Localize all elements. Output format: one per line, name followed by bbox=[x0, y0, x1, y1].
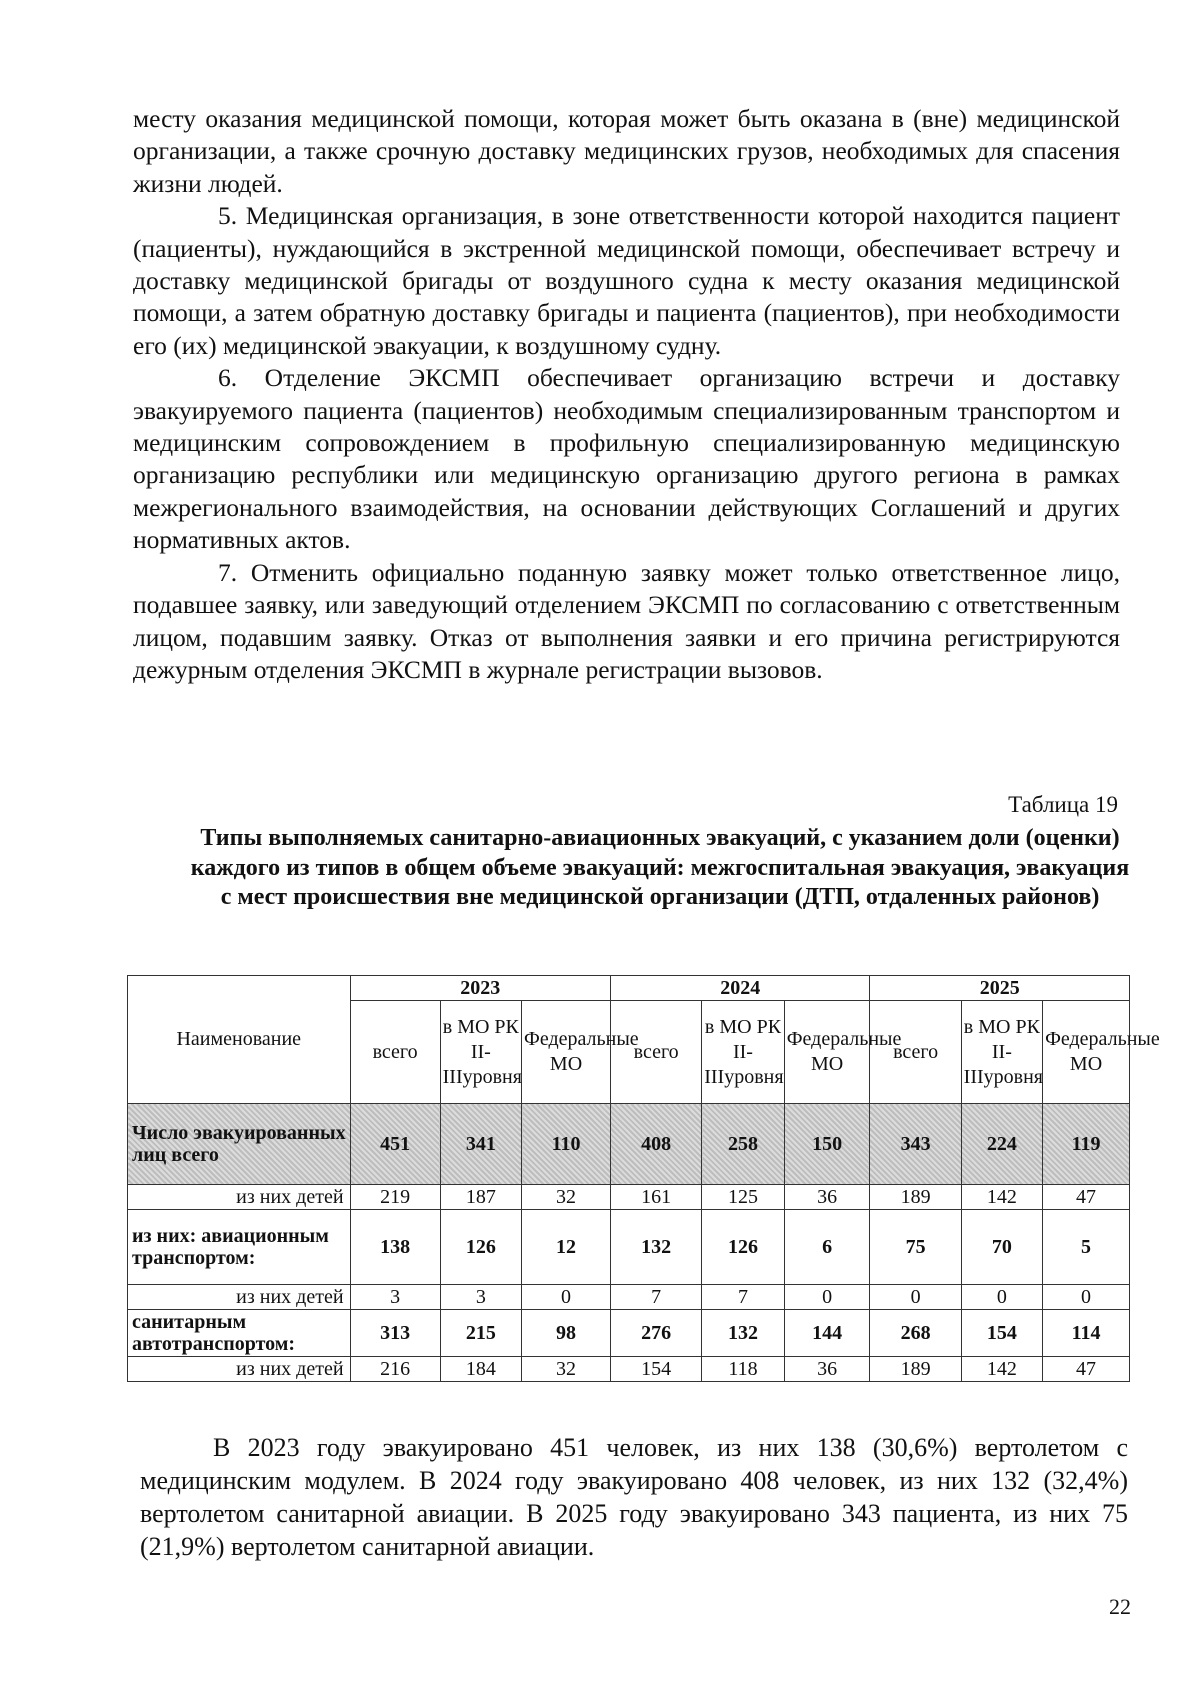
table-cell: 161 bbox=[611, 1185, 702, 1210]
table-cell: 119 bbox=[1043, 1104, 1130, 1185]
table-cell: 5 bbox=[1043, 1210, 1130, 1285]
table-cell: 184 bbox=[440, 1357, 521, 1382]
name-header: Наименование bbox=[128, 976, 351, 1104]
table-cell: 132 bbox=[611, 1210, 702, 1285]
year-header-row bbox=[128, 976, 1130, 1001]
year-2025: 2025 bbox=[870, 976, 1130, 1001]
subheader-total: всего bbox=[870, 1001, 961, 1104]
table-cell: 189 bbox=[870, 1185, 961, 1210]
evacuation-table bbox=[127, 975, 1160, 1382]
row-label: из них: авиационным транспортом: bbox=[128, 1210, 351, 1285]
table-cell: 154 bbox=[611, 1357, 702, 1382]
table-cell: 118 bbox=[702, 1357, 785, 1382]
table-cell: 150 bbox=[784, 1104, 870, 1185]
table-row bbox=[128, 1104, 1130, 1185]
row-label: из них детей bbox=[128, 1285, 351, 1310]
year-2023: 2023 bbox=[350, 976, 611, 1001]
table-cell: 343 bbox=[870, 1104, 961, 1185]
table-cell: 144 bbox=[784, 1310, 870, 1357]
table-cell: 224 bbox=[961, 1104, 1042, 1185]
row-label: Число эвакуированных лиц всего bbox=[128, 1104, 351, 1185]
table-cell: 126 bbox=[440, 1210, 521, 1285]
table-cell: 75 bbox=[870, 1210, 961, 1285]
row-label: из них детей bbox=[128, 1185, 351, 1210]
subheader-federal: Федеральные МО bbox=[522, 1001, 611, 1104]
table-cell: 47 bbox=[1043, 1185, 1130, 1210]
table-cell: 0 bbox=[961, 1285, 1042, 1310]
table-cell: 114 bbox=[1043, 1310, 1130, 1357]
table-cell: 154 bbox=[961, 1310, 1042, 1357]
table-label: Таблица 19 bbox=[1008, 792, 1118, 817]
summary-paragraph: В 2023 году эвакуировано 451 человек, из них 138 (30,6%) вертолетом с медицинским модулем. В 2024 году эвакуировано 408 человек, из них 132 (32,4%) вертолетом санитарной авиации. В 2025 году эвакуировано 343 пациента, из них 75 (21,9%) вертолетом санитарной авиации. bbox=[140, 1433, 1128, 1561]
table-cell: 32 bbox=[522, 1357, 611, 1382]
table-cell: 126 bbox=[702, 1210, 785, 1285]
table-row bbox=[128, 1357, 1130, 1382]
table-cell: 189 bbox=[870, 1357, 961, 1382]
table-row bbox=[128, 1185, 1130, 1210]
table-cell: 36 bbox=[784, 1357, 870, 1382]
subheader-federal: Федеральные МО bbox=[784, 1001, 870, 1104]
subheader-federal: Федеральные МО bbox=[1043, 1001, 1130, 1104]
row-label: из них детей bbox=[128, 1357, 351, 1382]
table-cell: 142 bbox=[961, 1357, 1042, 1382]
table-title: Типы выполняемых санитарно-авиационных эвакуаций, с указанием доли (оценки) каждого из типов в общем объеме эвакуаций: межгоспитальная эвакуация, эвакуация с мест происшествия вне медицинской организации (ДТП, отдаленных районов) bbox=[190, 825, 1130, 910]
table-cell: 138 bbox=[350, 1210, 440, 1285]
paragraph-6: 6. Отделение ЭКСМП обеспечивает организацию встречи и доставку эвакуируемого пациента (пациентов) необходимым специализированным транспортом и медицинским сопровождением в профильную специализированную медицинскую организацию республики или медицинскую организацию другого региона в рамках межрегионального взаимодействия, на основании действующих Соглашений и других нормативных актов. bbox=[133, 363, 1120, 555]
paragraph-1: месту оказания медицинской помощи, которая может быть оказана в (вне) медицинской организации, а также срочную доставку медицинских грузов, необходимых для спасения жизни людей. bbox=[133, 104, 1120, 198]
table-cell: 0 bbox=[1043, 1285, 1130, 1310]
table-cell: 125 bbox=[702, 1185, 785, 1210]
body-text bbox=[133, 103, 1120, 686]
table-cell: 215 bbox=[440, 1310, 521, 1357]
table-cell: 7 bbox=[702, 1285, 785, 1310]
table-cell: 47 bbox=[1043, 1357, 1130, 1382]
table-cell: 451 bbox=[350, 1104, 440, 1185]
table-cell: 313 bbox=[350, 1310, 440, 1357]
summary-text bbox=[140, 1431, 1128, 1563]
table-cell: 3 bbox=[440, 1285, 521, 1310]
table-cell: 216 bbox=[350, 1357, 440, 1382]
table-row bbox=[128, 1285, 1130, 1310]
subheader-total: всего bbox=[350, 1001, 440, 1104]
subheader-rk: в МО РК II-IIIуровня bbox=[440, 1001, 521, 1104]
subheader-rk: в МО РК II-IIIуровня bbox=[961, 1001, 1042, 1104]
table-cell: 142 bbox=[961, 1185, 1042, 1210]
table-cell: 219 bbox=[350, 1185, 440, 1210]
table-cell: 0 bbox=[870, 1285, 961, 1310]
table-cell: 0 bbox=[784, 1285, 870, 1310]
table-cell: 7 bbox=[611, 1285, 702, 1310]
table-cell: 0 bbox=[522, 1285, 611, 1310]
table-row bbox=[128, 1310, 1130, 1357]
paragraph-7: 7. Отменить официально поданную заявку может только ответственное лицо, подавшее заявку, или заведующий отделением ЭКСМП по согласованию с ответственным лицом, подавшим заявку. Отказ от выполнения заявки и его причина регистрируются дежурным отделения ЭКСМП в журнале регистрации вызовов. bbox=[133, 557, 1120, 684]
table-cell: 3 bbox=[350, 1285, 440, 1310]
table-cell: 132 bbox=[702, 1310, 785, 1357]
paragraph-5: 5. Медицинская организация, в зоне ответственности которой находится пациент (пациенты), нуждающийся в экстренной медицинской помощи, обеспечивает встречу и доставку медицинской бригады от воздушного судна к месту оказания медицинской помощи, а затем обратную доставку бригады и пациента (пациентов), при необходимости его (их) медицинской эвакуации, к воздушному судну. bbox=[133, 201, 1120, 360]
table-cell: 276 bbox=[611, 1310, 702, 1357]
year-2024: 2024 bbox=[611, 976, 870, 1001]
table-cell: 187 bbox=[440, 1185, 521, 1210]
table-cell: 341 bbox=[440, 1104, 521, 1185]
subheader-total: всего bbox=[611, 1001, 702, 1104]
row-label: санитарным автотранспортом: bbox=[128, 1310, 351, 1357]
table-cell: 36 bbox=[784, 1185, 870, 1210]
table-cell: 98 bbox=[522, 1310, 611, 1357]
table-cell: 32 bbox=[522, 1185, 611, 1210]
page-number: 22 bbox=[1109, 1594, 1131, 1619]
subheader-rk: в МО РК II-IIIуровня bbox=[702, 1001, 785, 1104]
table-row bbox=[128, 1210, 1130, 1285]
table-cell: 408 bbox=[611, 1104, 702, 1185]
table-cell: 110 bbox=[522, 1104, 611, 1185]
table-cell: 258 bbox=[702, 1104, 785, 1185]
table-cell: 6 bbox=[784, 1210, 870, 1285]
table-cell: 12 bbox=[522, 1210, 611, 1285]
table-cell: 70 bbox=[961, 1210, 1042, 1285]
table-cell: 268 bbox=[870, 1310, 961, 1357]
